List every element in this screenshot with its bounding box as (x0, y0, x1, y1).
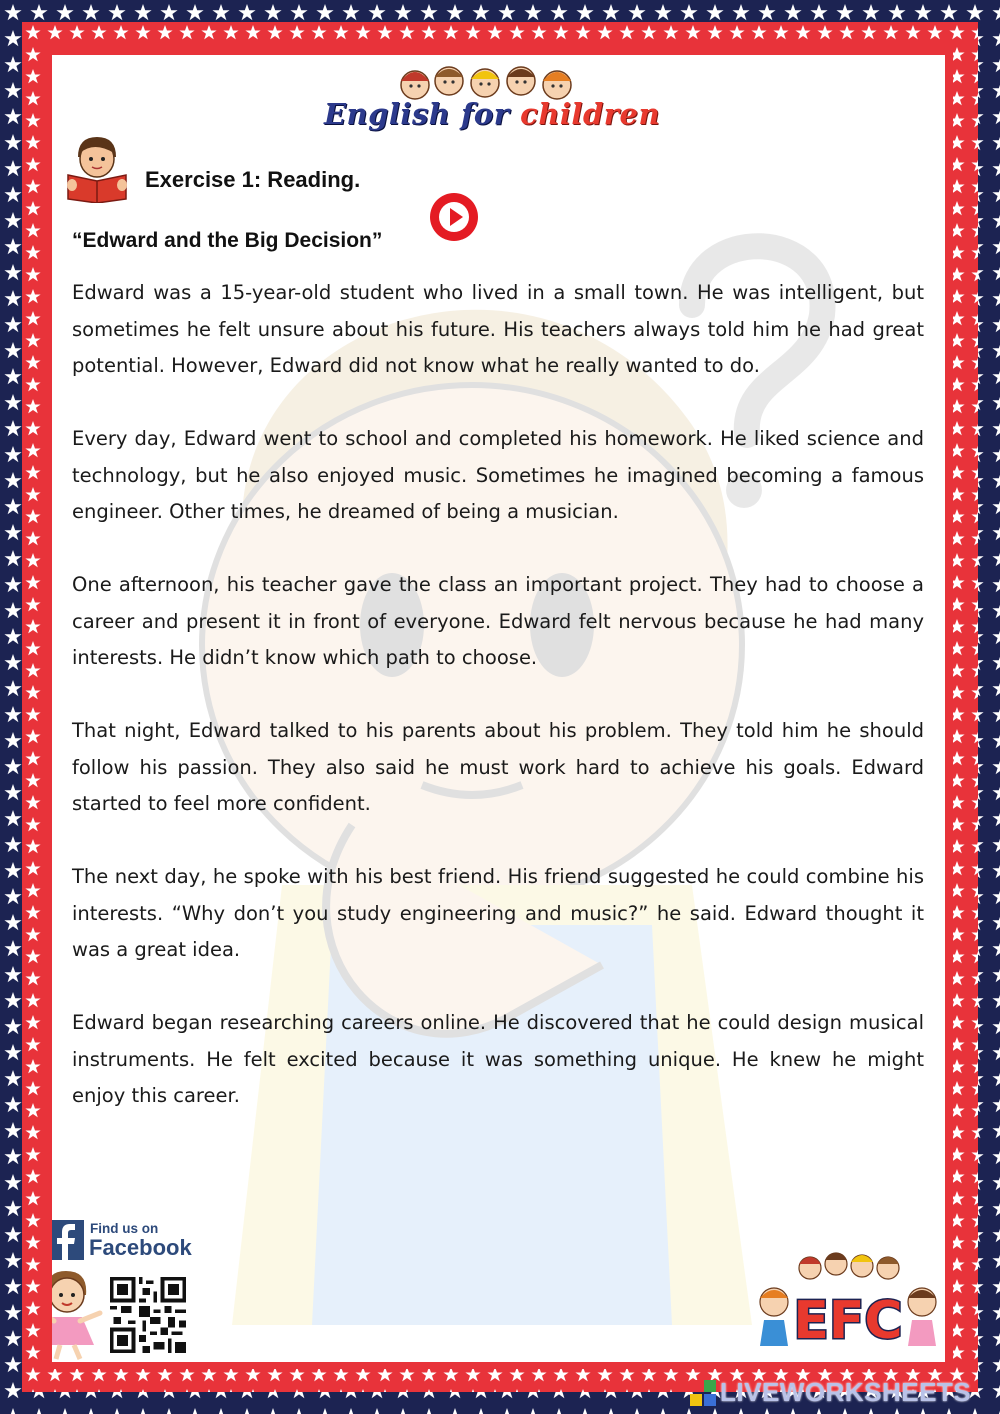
facebook-find-label: Find us on (90, 1221, 159, 1236)
dancing-girl-icon (52, 1265, 108, 1360)
story-title: “Edward and the Big Decision” (72, 229, 383, 252)
brand-logo (322, 63, 662, 138)
story-text (72, 275, 924, 1151)
story-paragraph: That night, Edward talked to his parents about his problem. They told him he should follow his passion. They also said he must work hard to achieve his goals. Edward started to feel more confident. (72, 719, 924, 815)
facebook-icon (52, 1220, 84, 1260)
efc-logo-text: EFC (793, 1291, 903, 1351)
efc-logo (752, 1250, 942, 1360)
liveworksheets-logo-icon (690, 1380, 716, 1406)
liveworksheets-watermark (690, 1375, 990, 1409)
story-paragraph: The next day, he spoke with his best friend. His friend suggested he could combine his interests. “Why don’t you study engineering and music?” he said. Edward thought it was a great idea. (72, 865, 924, 961)
facebook-link[interactable] (52, 1218, 206, 1264)
facebook-name-label: Facebook (89, 1235, 192, 1260)
story-paragraph: One afternoon, his teacher gave the class an important project. They had to choose a career and present it in front of everyone. Edward felt nervous because he had many interests. He didn’t know which path to choose. (72, 573, 924, 669)
qr-code-icon[interactable] (110, 1277, 186, 1353)
brand-title (322, 97, 662, 131)
story-paragraph: Edward was a 15-year-old student who lived in a small town. He was intelligent, but sometimes he felt unsure about his future. His teachers always told him he had great potential. However, Edward did not know what he really wanted to do. (72, 281, 924, 377)
story-paragraph: Every day, Edward went to school and completed his homework. He liked science and technology, but he also enjoyed music. Sometimes he imagined becoming a famous engineer. Other times, he dreamed of being a musician. (72, 427, 924, 523)
exercise-heading: Exercise 1: Reading. (145, 167, 361, 192)
worksheet-page (52, 55, 945, 1362)
play-audio-button[interactable] (429, 192, 479, 242)
brand-title-part2: children (520, 97, 661, 131)
liveworksheets-text: LIVEWORKSHEETS (720, 1377, 972, 1407)
story-paragraph: Edward began researching careers online. He discovered that he could design musical instruments. He felt excited because it was something unique. He knew he might enjoy this career. (72, 1011, 924, 1107)
brand-title-part1: English for (323, 97, 510, 131)
reading-boy-icon (64, 135, 130, 203)
